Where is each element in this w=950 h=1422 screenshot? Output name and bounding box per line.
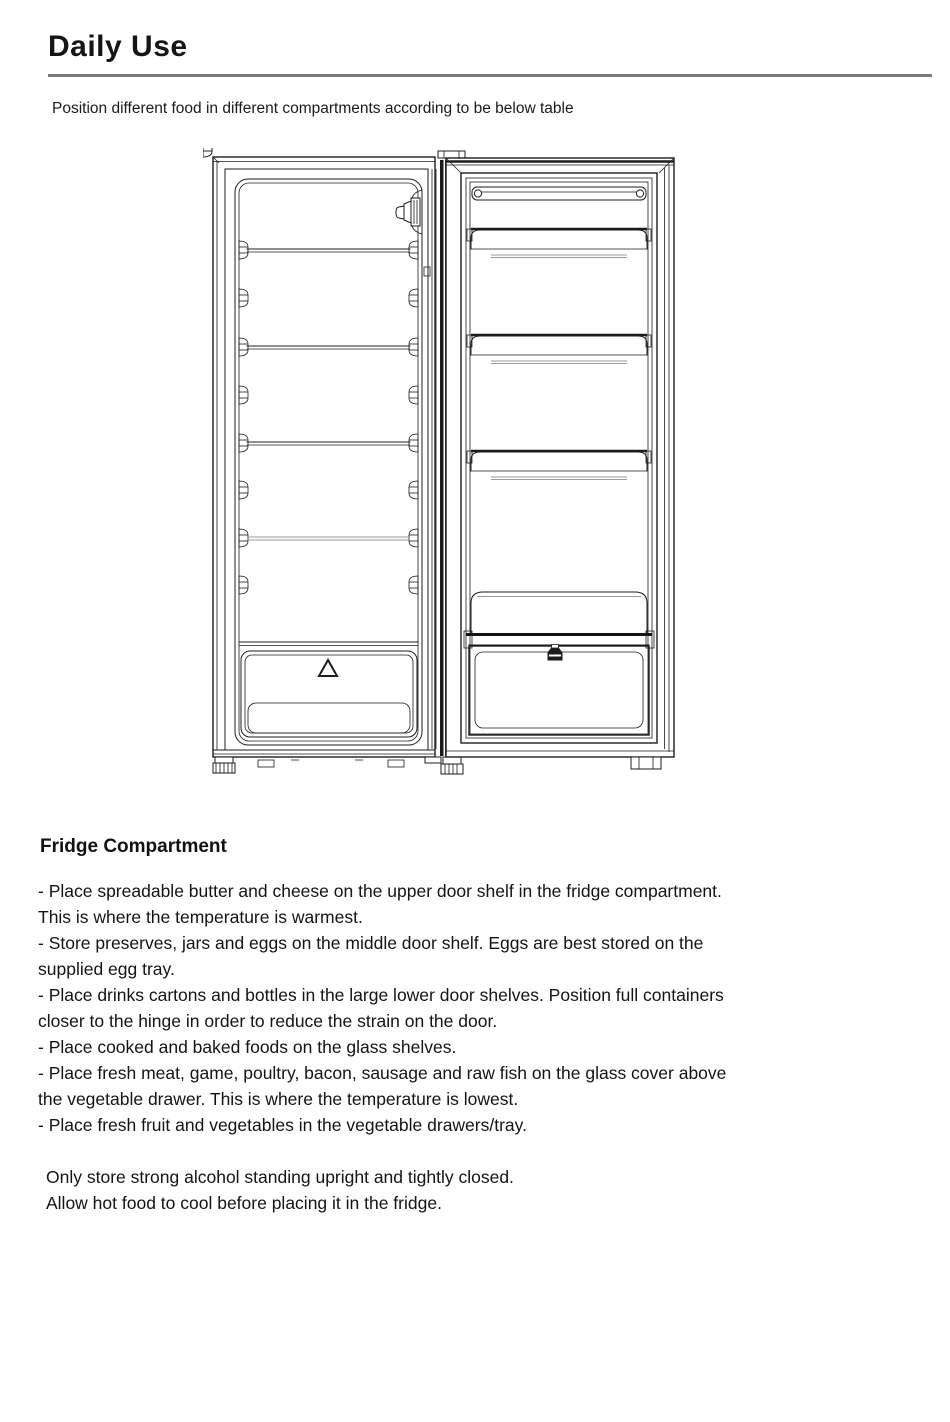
triangle-mark <box>319 660 337 676</box>
page-title: Daily Use <box>48 30 188 63</box>
top-hinge-cap <box>438 151 465 158</box>
leveling-foot <box>213 757 235 773</box>
door-shelf-lower <box>467 451 651 480</box>
hinge-foot <box>425 757 463 774</box>
bottle-bin <box>464 592 654 735</box>
body-line: - Place spreadable butter and cheese on the upper door shelf in the fridge compartment. <box>38 881 722 901</box>
door-shelf-middle <box>467 335 651 364</box>
note-line: Allow hot food to cool before placing it in the fridge. <box>46 1193 442 1213</box>
note-line: Only store strong alcohol standing upright and tightly closed. <box>46 1167 514 1187</box>
intro-text: Position different food in different compartments according to be below table <box>52 100 574 117</box>
dairy-shelf <box>472 187 646 200</box>
body-line: - Place cooked and baked foods on the glass shelves. <box>38 1037 457 1057</box>
cabinet-base <box>213 750 463 774</box>
body-line: the vegetable drawer. This is where the temperature is lowest. <box>38 1089 519 1109</box>
body-line: - Place fresh meat, game, poultry, bacon, sausage and raw fish on the glass cover above <box>38 1063 727 1083</box>
glass-shelves <box>247 249 410 540</box>
title-underline <box>48 74 932 77</box>
wall-clip <box>424 267 430 276</box>
body-line: supplied egg tray. <box>38 959 175 979</box>
crisper-area <box>239 642 418 737</box>
body-line: - Place drinks cartons and bottles in the large lower door shelves. Position full containers <box>38 985 724 1005</box>
body-line: closer to the hinge in order to reduce the strain on the door. <box>38 1011 498 1031</box>
body-line: - Place fresh fruit and vegetables in the vegetable drawers/tray. <box>38 1115 527 1135</box>
section-heading: Fridge Compartment <box>40 836 227 857</box>
bottle-icon <box>548 645 563 661</box>
door-foot <box>631 757 661 769</box>
door-shelf-upper <box>467 229 651 258</box>
fridge-door <box>432 151 674 769</box>
body-line: - Store preserves, jars and eggs on the middle door shelf. Eggs are best stored on the <box>38 933 704 953</box>
body-line: This is where the temperature is warmest. <box>38 907 363 927</box>
notes-block <box>38 1164 928 1216</box>
fridge-diagram <box>203 148 681 788</box>
fridge-line-drawing <box>203 148 681 788</box>
fridge-compartment-section <box>38 836 928 1216</box>
